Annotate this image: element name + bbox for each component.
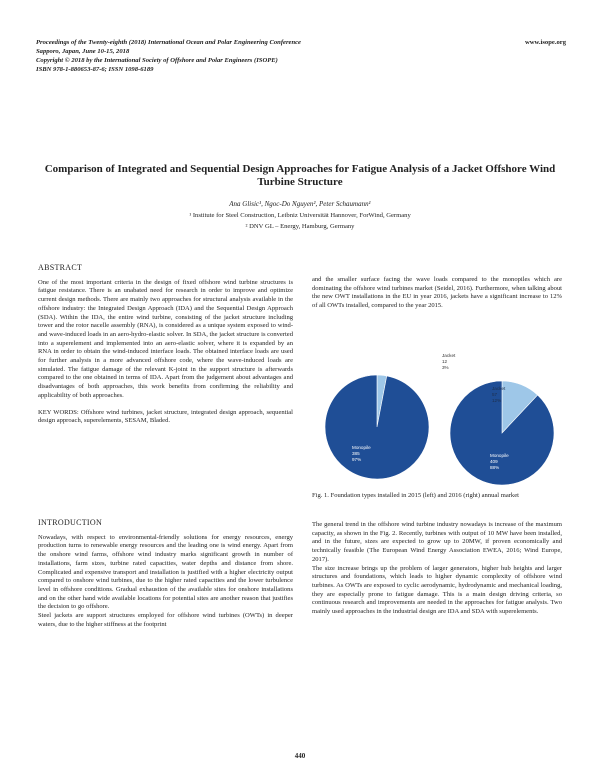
right-column-text-bottom <box>312 521 562 617</box>
abstract-text: One of the most important criteria in the design of fixed offshore wind turbine structures is fatigue resistance. There is an unabated need for research in order to improve and optimize current design methods. There are mainly two approaches for structural analysis available in the offshore industry: the Integrated Design Approach (IDA) and the Sequential Design Approach (SDA). Within the IDA, the entire wind turbine, consisting of the jacket structure including tower and the rotor nacelle assembly (RNA), is considered as a unique system exposed to wind- and wave-induced loads in an aero-hydro-elastic solver. In SDA, the jacket structure is converted into a superelement and implemented into an aero-elastic solver, where it is expanded by an RNA in order to obtain the wind-induced interface loads. The obtained interface loads are used for further analysis in a more advanced offshore code, where the wave-induced loads are simulated. The fatigue damage of the relevant K-joint in the support structure is afterwards compared to the one obtained in terms of IDA. Apart from the judgement about advantages and disadvantages of both approaches, this work benefits from confirming the reliability and applicability of both approaches. <box>38 278 293 399</box>
pie-1-jacket-label: Jacket <box>492 386 506 391</box>
header-url[interactable]: www.isope.org <box>524 39 566 46</box>
figure-caption: Fig. 1. Foundation types installed in 2015 (left) and 2016 (right) annual market <box>312 492 519 499</box>
affiliation-2: ² DNV GL – Energy, Hamburg, Germany <box>245 223 355 230</box>
pie-1-monopile-label: 409 <box>490 459 498 464</box>
pie-0-jacket-label: 12 <box>442 359 448 364</box>
right-paragraph-2: The general trend in the offshore wind turbine industry nowadays is increase of the maximum capacity, as shown in the Fig. 2. Recently, turbines with output of 10 MW have been installed, and in the future, sizes are expected to grow up to 20MW, if proven economically and technically feasible (The European Wind Energy Association EWEA, 2016; Wind Europe, 2017). <box>312 521 562 563</box>
right-paragraph-1: and the smaller surface facing the wave loads compared to the monopiles which are dominating the offshore wind turbines market (Seidel, 2016). Furthermore, when talking about the new OWT installations in the EU in year 2016, jackets have a significant increase to 12% of all OWTs installed, compared to the year 2015. <box>312 276 562 310</box>
pie-0-slice-monopile <box>325 375 429 479</box>
header-line-3: Copyright © 2018 by the International Society of Offshore and Polar Engineers (ISOPE) <box>36 57 278 64</box>
figure-1 <box>312 345 562 485</box>
foundation-pie-charts <box>312 345 562 485</box>
conference-header <box>36 38 566 74</box>
authors: Ana Glisic¹, Ngoc-Do Nguyen², Peter Schaumann¹ <box>229 200 371 208</box>
abstract-heading: ABSTRACT <box>38 263 83 272</box>
header-line-1: Proceedings of the Twenty-eighth (2018) International Ocean and Polar Engineering Conference <box>36 39 301 46</box>
pie-0-jacket-label: 3% <box>442 365 449 370</box>
pie-1-monopile-label: Monopile <box>490 453 509 458</box>
pie-0-monopile-label: 97% <box>352 457 362 462</box>
pie-0-monopile-label: Monopile <box>352 445 371 450</box>
introduction-section <box>38 519 293 629</box>
page-number: 440 <box>294 752 306 760</box>
pie-0-jacket-label: Jacket <box>442 353 456 358</box>
introduction-heading: INTRODUCTION <box>38 518 103 527</box>
introduction-paragraph-2: Steel jackets are support structures employed for offshore wind turbines (OWTs) in deeper waters, due to the higher stiffness at the footprint <box>38 612 293 628</box>
pie-1-jacket-label: 12% <box>492 398 502 403</box>
header-line-4: ISBN 978-1-880653-87-6; ISSN 1098-6189 <box>36 66 154 73</box>
pie-1-slice-monopile <box>450 381 554 485</box>
header-line-2: Sapporo, Japan, June 10-15, 2018 <box>36 48 130 55</box>
paper-title: Comparison of Integrated and Sequential Design Approaches for Fatigue Analysis of a Jacket Offshore Wind Turbine Structure <box>44 163 556 188</box>
pie-1-jacket-label: 57 <box>492 392 498 397</box>
introduction-paragraph-1: Nowadays, with respect to environmental-friendly solutions for energy resources, energy production turns to renewable energy resources and the leading one is wind energy. Apart from the onshore wind farms, offshore wind industry marks significant growth in number of installations, farm sizes, turbine rated capacities, water depths and distance from shore. Complicated and expensive transport and installation is justified with a higher electricity output compared to onshore wind turbines, due to the higher rated capacities and the lower turbulence level in offshore conditions. Gradual exhaustion of the available sites for onshore installations and on the other hand wide available locations for potential sites are another reason that justifies the decision to go offshore. <box>38 533 293 611</box>
pie-1-monopile-label: 88% <box>490 465 500 470</box>
keywords: KEY WORDS: Offshore wind turbines, jacket structure, integrated design approach, sequential design approach, superelements, SESAM, Bladed. <box>38 408 293 425</box>
abstract-section <box>38 264 293 426</box>
affiliation-1: ¹ Institute for Steel Construction, Leibniz Universität Hannover, ForWind, Germany <box>189 212 411 219</box>
right-paragraph-3: The size increase brings up the problem of larger generators, higher hub heights and larger structures and foundations, which leads to higher dynamic complexity of offshore wind turbines. As OWTs are exposed to cyclic aerodynamic, hydrodynamic and mechanical loading, they are especially prone to fatigue damage. This is a main design driving criteria, so continuous research and improvements are needed in the approaches for fatigue analysis. Two mainly used approaches in the industrial design are IDA and SDA with superelements. <box>312 564 562 616</box>
right-column-text-top <box>312 276 562 311</box>
pie-0-monopile-label: 385 <box>352 451 360 456</box>
